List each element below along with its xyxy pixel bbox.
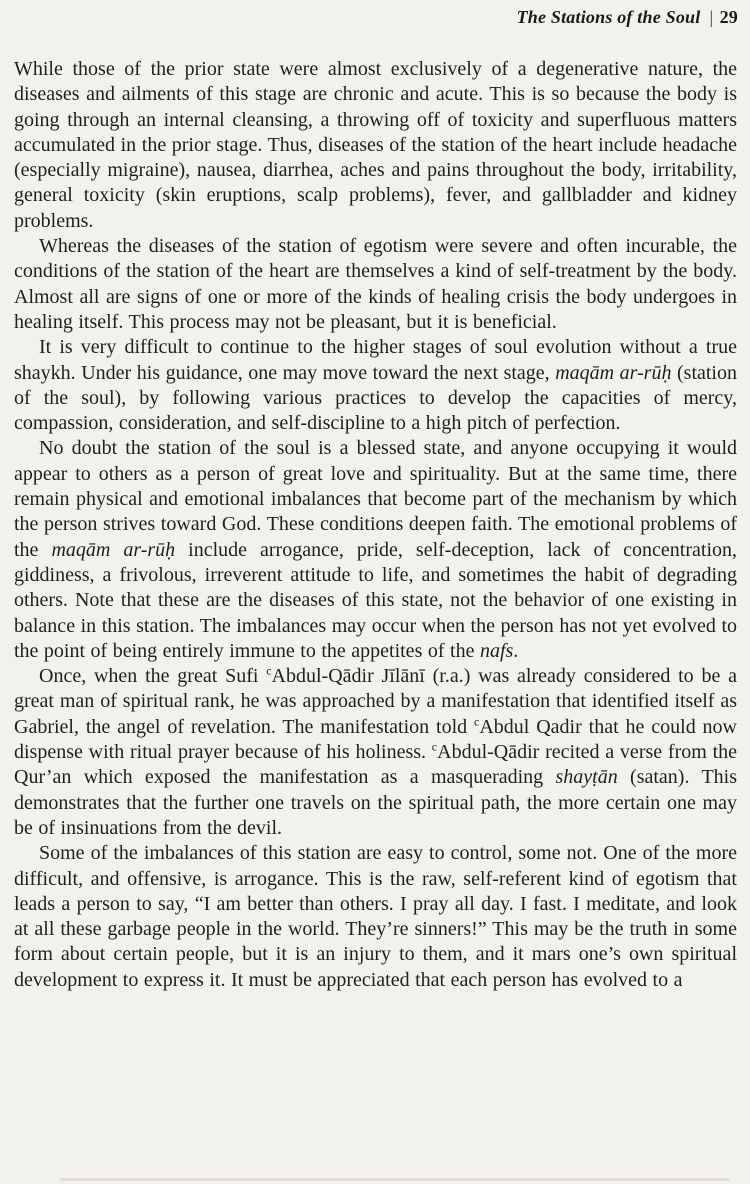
text-run: It is very difficult to continue to the higher stages of soul evolution without a true shaykh. Under his guidance, one may move toward the next stage, xyxy=(14,336,737,384)
text-run: Abdul Qadir that he could now dispense with ritual prayer because of his holiness. xyxy=(14,715,738,764)
paragraph-5 xyxy=(14,664,737,841)
text-run: Whereas the diseases of the station of egotism were severe and often incurable, the conditions of the station of the heart are themselves a kind of self-treatment by the body. Almost all are signs of one or more of the kinds of healing crisis the body undergoes in healing itself. This process may not be pleasant, but it is beneficial. xyxy=(14,235,737,333)
header-separator: | xyxy=(708,7,714,27)
page-header xyxy=(517,7,738,28)
paragraph-4 xyxy=(14,436,737,664)
ayn-superscript: c xyxy=(474,714,480,729)
text-run: Once, when the great Sufi xyxy=(39,665,267,688)
text-block xyxy=(14,57,737,993)
running-title: The Stations of the Soul xyxy=(516,7,701,27)
text-run: Abdul-Qādir recited a verse from the Qur’an which exposed the manifestation as a masquerading xyxy=(14,741,737,789)
text-run: No doubt the station of the soul is a blessed state, and anyone occupying it would appear to others as a person of great love and spirituality. But at the same time, there remain physical and emotional imbalances that become part of the mechanism by which the person strives toward God. These conditions deepen faith. The emotional problems of the xyxy=(14,437,737,561)
paragraph-2 xyxy=(14,234,737,335)
italic-term: nafs xyxy=(479,639,514,662)
text-run: Some of the imbalances of this station are easy to control, some not. One of the more difficult, and offensive, is arrogance. This is the raw, self-referent kind of egotism that leads a person to say, “I am better than others. I pray all day. I fast. I meditate, and look at all these garbage people in the world. They’re sinners!” This may be the truth in some form about certain people, but it is an injury to them, and it mars one’s own spiritual development to express it. It must be appreciated that each person has evolved to a xyxy=(14,842,737,991)
scan-artifact xyxy=(60,1178,730,1181)
text-run: . xyxy=(513,639,519,662)
text-run: While those of the prior state were almost exclusively of a degenerative nature, the diseases and ailments of this stage are chronic and acute. This is so because the body is going through an internal cleansing, a throwing off of toxicity and superfluous matters accumulated in the prior stage. Thus, diseases of the station of the heart include headache (especially migraine), nausea, diarrhea, aches and pains throughout the body, irritability, general toxicity (skin eruptions, scalp problems), fever, and gallbladder and kidney problems. xyxy=(14,58,737,232)
text-run: (station of the soul), by following various practices to develop the capacities of mercy, compassion, consideration, and self-discipline to a high pitch of perfection. xyxy=(14,361,737,435)
ayn-superscript: c xyxy=(431,739,438,754)
paragraph-1 xyxy=(14,57,737,234)
text-run: (satan). This demonstrates that the further one travels on the spiritual path, the more certain one may be of insinuations from the devil. xyxy=(14,766,737,839)
text-run: include arrogance, pride, self-deception, lack of concentration, giddiness, a frivolous, irreverent attitude to life, and sometimes the habit of degrading others. Note that these are the diseases of this state, not the behavior of one existing in balance in this station. The imbalances may occur when the person has not yet evolved to the point of being entirely immune to the appetites of the xyxy=(14,538,737,662)
text-run: Abdul-Qādir Jīlānī (r.a.) was already considered to be a great man of spiritual rank, he was approached by a manifestation that identified itself as Gabriel, the angel of revelation. The manifestation told xyxy=(14,665,737,738)
italic-term: maqām ar-rūḥ xyxy=(555,361,672,384)
ayn-superscript: c xyxy=(266,663,272,678)
italic-term: maqām ar-rūḥ xyxy=(51,538,176,561)
paragraph-6 xyxy=(14,841,737,993)
paragraph-3 xyxy=(14,335,737,436)
page-number: 29 xyxy=(719,7,738,27)
italic-term: shayṭān xyxy=(555,766,618,789)
